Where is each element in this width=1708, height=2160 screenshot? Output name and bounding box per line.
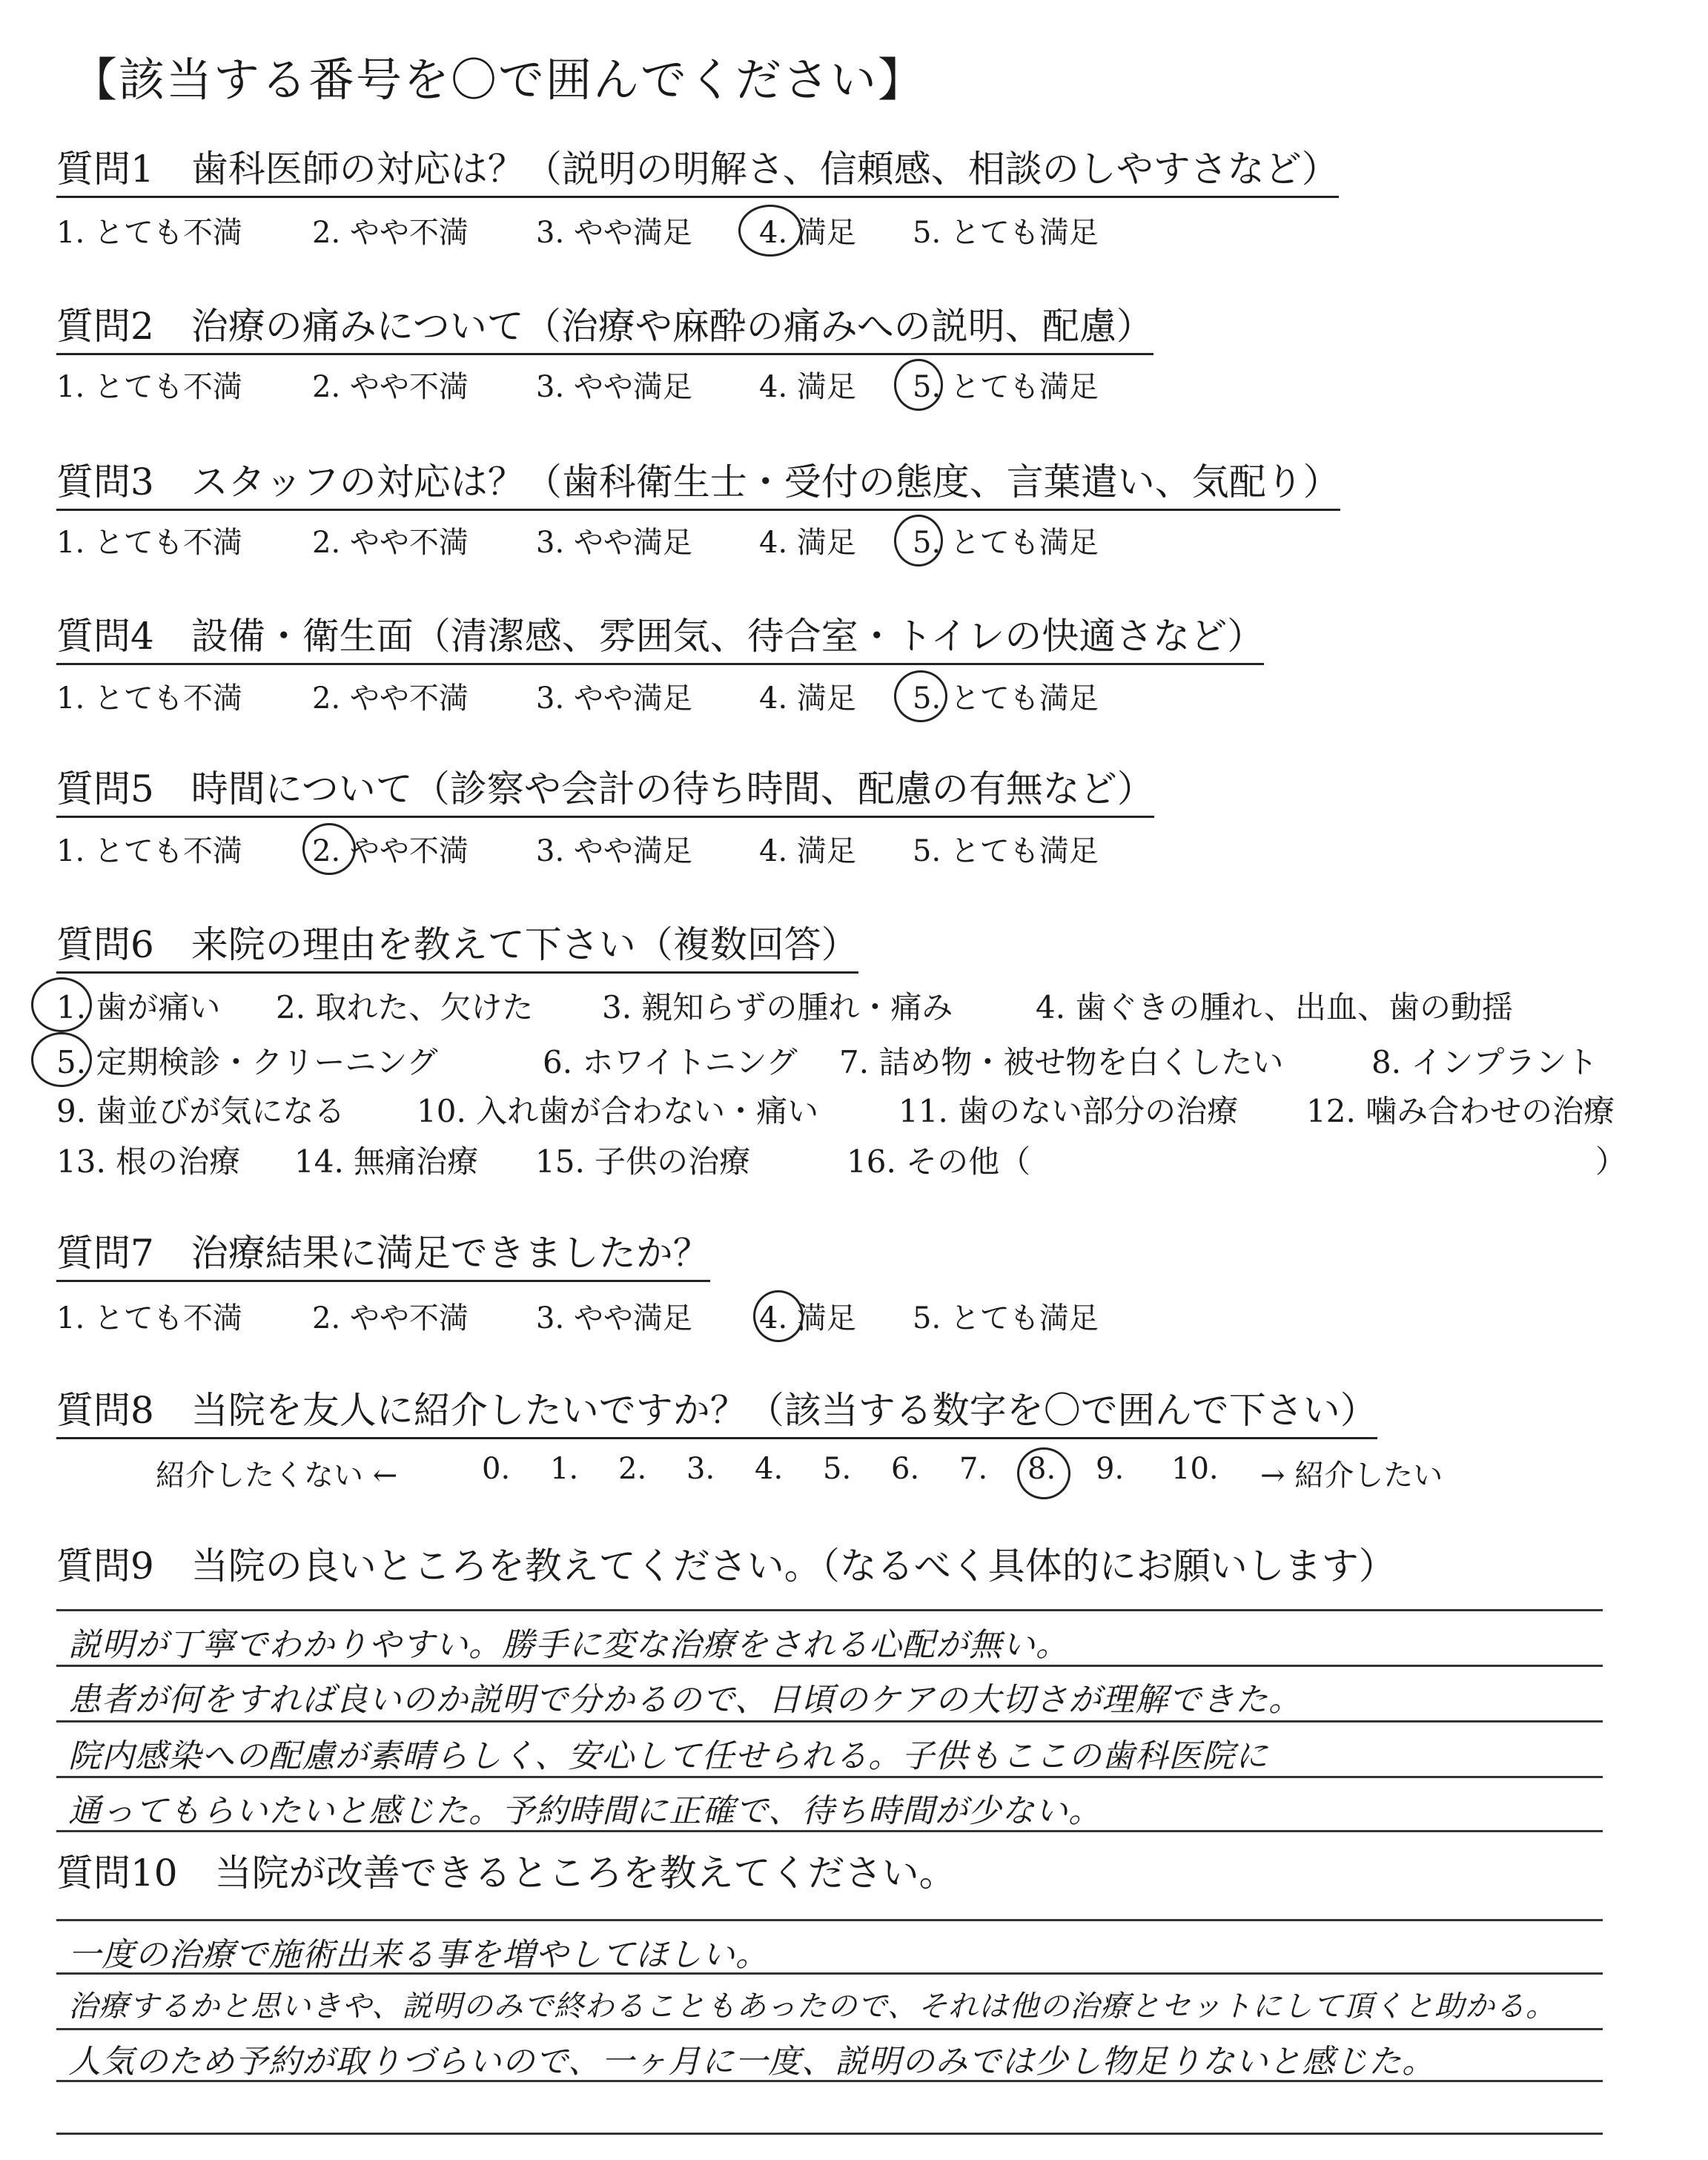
reason-4[interactable]: 4. 歯ぐきの腫れ、出血、歯の動揺 [1036, 989, 1513, 1025]
option-2[interactable]: 2. やや不満 [312, 1301, 469, 1335]
option-2[interactable]: 2. やや不満 [312, 216, 469, 250]
option-3[interactable]: 3. やや満足 [536, 834, 692, 868]
reason-14[interactable]: 14. 無痛治療 [294, 1143, 479, 1180]
answer-line [56, 1665, 1603, 1667]
scale-0[interactable]: 0. [482, 1452, 511, 1486]
option-5[interactable]: 5. とても満足 [913, 834, 1099, 868]
option-3[interactable]: 3. やや満足 [536, 216, 692, 250]
reason-7[interactable]: 7. 詰め物・被せ物を白くしたい [839, 1044, 1284, 1080]
selection-circle [1017, 1447, 1070, 1499]
option-5[interactable]: 5. とても満足 [913, 216, 1099, 250]
answer-text-9-4: 通ってもらいたいと感じた。予約時間に正確で、待ち時間が少ない。 [68, 1792, 1102, 1830]
option-5[interactable]: 5. とても満足 [913, 526, 1099, 560]
option-5[interactable]: 5. とても満足 [913, 1301, 1099, 1335]
reason-16-close-paren: ） [1595, 1143, 1627, 1180]
option-4[interactable]: 4. 満足 [759, 681, 856, 716]
reason-3[interactable]: 3. 親知らずの腫れ・痛み [602, 989, 953, 1025]
option-1[interactable]: 1. とても不満 [56, 370, 242, 404]
option-4[interactable]: 4. 満足 [759, 526, 856, 560]
option-2[interactable]: 2. やや不満 [312, 834, 469, 868]
scale-6[interactable]: 6. [891, 1452, 920, 1486]
answer-text-9-2: 患者が何をすれば良いのか説明で分かるので、日頃のケアの大切さが理解できた。 [68, 1681, 1302, 1719]
scale-right-label: → 紹介したい [1260, 1459, 1443, 1493]
scale-9[interactable]: 9. [1096, 1452, 1125, 1486]
reason-9[interactable]: 9. 歯並びが気になる [56, 1093, 345, 1129]
scale-5[interactable]: 5. [823, 1452, 852, 1486]
option-3[interactable]: 3. やや満足 [536, 370, 692, 404]
question-1-title: 質問1 歯科医師の対応は？（説明の明解さ、信頼感、相談のしやすさなど） [56, 148, 1339, 198]
option-4[interactable]: 4. 満足 [759, 370, 856, 404]
question-10-title: 質問10 当院が改善できるところを教えてください。 [56, 1852, 956, 1895]
option-1[interactable]: 1. とても不満 [56, 681, 242, 716]
answer-line [56, 2133, 1603, 2135]
answer-line [56, 1720, 1603, 1723]
reason-10[interactable]: 10. 入れ歯が合わない・痛い [417, 1093, 819, 1129]
scale-4[interactable]: 4. [755, 1452, 784, 1486]
selection-circle [31, 977, 92, 1032]
selection-circle [31, 1032, 92, 1087]
reason-16[interactable]: 16. その他（ [847, 1143, 1031, 1180]
option-4[interactable]: 4. 満足 [759, 216, 856, 250]
option-3[interactable]: 3. やや満足 [536, 681, 692, 716]
selection-circle [753, 1290, 804, 1342]
reason-15[interactable]: 15. 子供の治療 [535, 1143, 751, 1180]
answer-line [56, 1830, 1603, 1832]
scale-10[interactable]: 10. [1171, 1452, 1219, 1486]
reason-8[interactable]: 8. インプラント [1371, 1044, 1598, 1080]
reason-11[interactable]: 11. 歯のない部分の治療 [898, 1093, 1239, 1129]
option-3[interactable]: 3. やや満足 [536, 1301, 692, 1335]
option-1[interactable]: 1. とても不満 [56, 216, 242, 250]
question-9-title: 質問9 当院の良いところを教えてください。（なるべく具体的にお願いします） [56, 1545, 1396, 1588]
answer-text-10-3: 人気のため予約が取りづらいので、一ヶ月に一度、説明のみでは少し物足りないと感じた。 [68, 2043, 1436, 2081]
answer-text-10-1: 一度の治療で施術出来る事を増やしてほしい。 [68, 1936, 769, 1974]
option-5[interactable]: 5. とても満足 [913, 681, 1099, 716]
answer-line [56, 2028, 1603, 2030]
scale-7[interactable]: 7. [959, 1452, 988, 1486]
question-6-title: 質問6 来院の理由を教えて下さい（複数回答） [56, 924, 858, 974]
option-2[interactable]: 2. やや不満 [312, 370, 469, 404]
option-3[interactable]: 3. やや満足 [536, 526, 692, 560]
reason-12[interactable]: 12. 噛み合わせの治療 [1306, 1093, 1615, 1129]
scale-1[interactable]: 1. [550, 1452, 579, 1486]
answer-text-9-1: 説明が丁寧でわかりやすい。勝手に変な治療をされる心配が無い。 [68, 1626, 1069, 1664]
answer-line [56, 1609, 1603, 1611]
answer-text-9-3: 院内感染への配慮が素晴らしく、安心して任せられる。子供もここの歯科医院に [68, 1737, 1269, 1775]
option-5[interactable]: 5. とても満足 [913, 370, 1099, 404]
scale-left-label: 紹介したくない ← [156, 1459, 398, 1493]
answer-line [56, 1972, 1603, 1975]
reason-2[interactable]: 2. 取れた、欠けた [276, 989, 534, 1025]
selection-circle [302, 823, 356, 875]
option-2[interactable]: 2. やや不満 [312, 526, 469, 560]
answer-line [56, 1776, 1603, 1778]
option-4[interactable]: 4. 満足 [759, 834, 856, 868]
option-1[interactable]: 1. とても不満 [56, 526, 242, 560]
reason-13[interactable]: 13. 根の治療 [56, 1143, 241, 1180]
scale-8[interactable]: 8. [1027, 1452, 1056, 1486]
reason-6[interactable]: 6. ホワイトニング [543, 1044, 798, 1080]
reason-5[interactable]: 5. 定期検診・クリーニング [56, 1044, 438, 1080]
page-title: 【該当する番号を〇で囲んでください】 [71, 53, 926, 107]
answer-text-10-2: 治療するかと思いきや、説明のみで終わることもあったので、それは他の治療とセットにして頂くと助かる。 [68, 1989, 1556, 2024]
scale-3[interactable]: 3. [686, 1452, 715, 1486]
selection-circle [894, 515, 943, 567]
option-4[interactable]: 4. 満足 [759, 1301, 856, 1335]
question-4-title: 質問4 設備・衛生面（清潔感、雰囲気、待合室・トイレの快適さなど） [56, 615, 1264, 665]
answer-line [56, 1919, 1603, 1921]
question-7-title: 質問7 治療結果に満足できましたか？ [56, 1232, 710, 1282]
question-8-title: 質問8 当院を友人に紹介したいですか？（該当する数字を〇で囲んで下さい） [56, 1390, 1377, 1439]
question-3-title: 質問3 スタッフの対応は？（歯科衛生士・受付の態度、言葉遣い、気配り） [56, 461, 1340, 511]
selection-circle [894, 670, 947, 722]
option-1[interactable]: 1. とても不満 [56, 834, 242, 868]
question-5-title: 質問5 時間について（診察や会計の待ち時間、配慮の有無など） [56, 768, 1154, 818]
reason-1[interactable]: 1. 歯が痛い [56, 989, 221, 1025]
scale-2[interactable]: 2. [618, 1452, 647, 1486]
option-1[interactable]: 1. とても不満 [56, 1301, 242, 1335]
answer-line [56, 2080, 1603, 2082]
question-2-title: 質問2 治療の痛みについて（治療や麻酔の痛みへの説明、配慮） [56, 305, 1153, 355]
selection-circle [894, 359, 943, 411]
option-2[interactable]: 2. やや不満 [312, 681, 469, 716]
selection-circle [738, 205, 802, 257]
